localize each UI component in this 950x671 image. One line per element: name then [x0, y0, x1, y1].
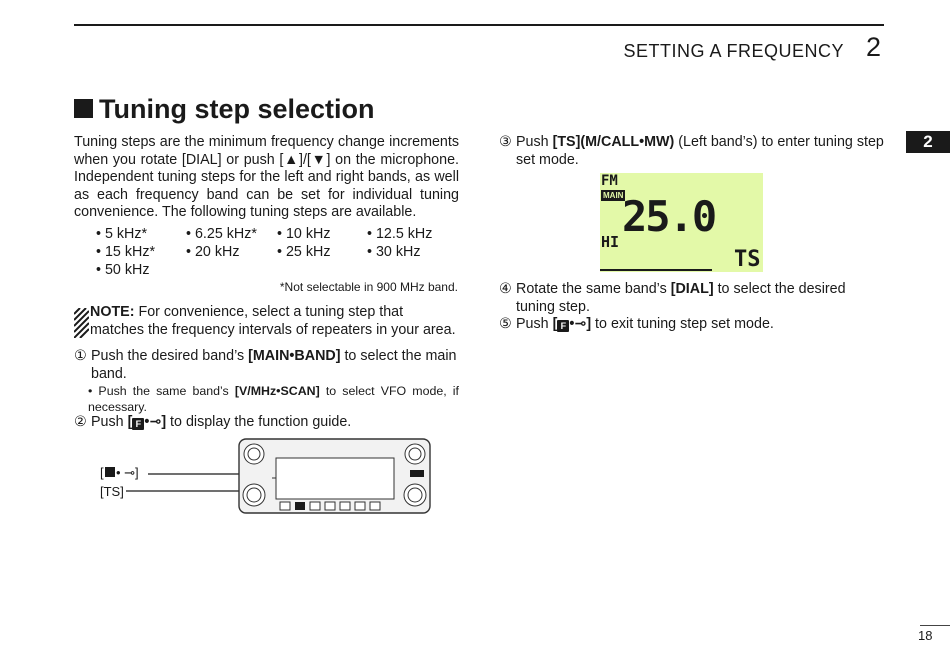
- list-item: • 10 kHz: [277, 226, 331, 242]
- f-key-icon: F: [557, 320, 569, 332]
- step-text: Push: [516, 134, 553, 150]
- step-number: ③: [499, 134, 512, 150]
- step-text: Push: [516, 316, 553, 332]
- step-number: ⑤: [499, 316, 512, 332]
- list-item: • 5 kHz*: [96, 226, 148, 242]
- right-dial-inner: [408, 488, 422, 502]
- step-1: [74, 348, 459, 383]
- step-text: to select VFO mode, if necessary.: [88, 384, 459, 414]
- note-label: NOTE:: [90, 304, 135, 320]
- list-item: • 30 kHz: [367, 244, 421, 260]
- step-number: ②: [74, 414, 87, 430]
- right-knob-inner: [409, 448, 421, 460]
- step-text: (Left band’s) to enter tuning step set mode.: [516, 134, 884, 168]
- lcd-display: [600, 173, 763, 272]
- square-bullet-icon: [74, 99, 93, 118]
- key-lock-text: •⊸]: [569, 316, 592, 332]
- note-text: [90, 304, 459, 339]
- chapter-tab: 2: [906, 131, 950, 153]
- section-title: [74, 94, 375, 125]
- list-item: • 25 kHz: [277, 244, 331, 260]
- ts-key-button: [295, 502, 305, 510]
- key-bracket: [: [127, 414, 133, 430]
- list-item: • 20 kHz: [186, 244, 240, 260]
- page-number: 18: [918, 628, 933, 643]
- panel-button: [355, 502, 365, 510]
- step-number: ④: [499, 281, 512, 297]
- header-chapter-number: 2: [866, 32, 882, 62]
- panel-button: [325, 502, 335, 510]
- step-1-subnote: [88, 383, 459, 415]
- step-text: • Push the same band’s: [88, 384, 235, 398]
- f-key-callout-icon: [105, 467, 115, 477]
- key-label: [MAIN•BAND]: [248, 348, 341, 364]
- left-knob-inner: [248, 448, 260, 460]
- step-text: to select the desired tuning step.: [516, 281, 846, 315]
- step-4: [499, 281, 884, 316]
- key-lock-text: •⊸]: [144, 414, 167, 430]
- function-key-label: [128, 414, 167, 430]
- f-key-icon: F: [132, 418, 144, 430]
- header-title: SETTING A FREQUENCY: [623, 41, 844, 61]
- step-text: Push: [91, 414, 128, 430]
- panel-button: [340, 502, 350, 510]
- radio-display: [276, 458, 394, 499]
- function-key-label: [553, 316, 592, 332]
- list-item: • 15 kHz*: [96, 244, 156, 260]
- lcd-main-indicator: MAIN: [603, 191, 624, 200]
- ts-key-callout-label: [TS]: [100, 484, 124, 499]
- panel-button: [370, 502, 380, 510]
- step-text: Rotate the same band’s: [516, 281, 671, 297]
- left-dial-inner: [247, 488, 261, 502]
- section-title-text: Tuning step selection: [99, 94, 375, 124]
- list-item: • 50 kHz: [96, 262, 150, 278]
- panel-button: [280, 502, 290, 510]
- step-5: [499, 316, 884, 334]
- step-3: [499, 134, 884, 169]
- header-rule: [74, 24, 884, 26]
- key-label: [V/MHz•SCAN]: [234, 384, 320, 398]
- lcd-power: HI: [601, 233, 620, 251]
- lcd-ts-indicator: TS: [734, 247, 761, 272]
- note-body: For convenience, select a tuning step that matches the frequency intervals of repeaters in your area.: [90, 304, 456, 338]
- lcd-underline: [600, 269, 712, 271]
- step-text: to exit tuning step set mode.: [591, 316, 774, 332]
- step-text: to select the main band.: [91, 348, 457, 382]
- step-text: to display the function guide.: [166, 414, 352, 430]
- f-key-button: [410, 470, 424, 477]
- key-label: [TS](M/CALL•MW): [552, 134, 675, 150]
- list-item: • 6.25 kHz*: [186, 226, 257, 242]
- lcd-mode: FM: [601, 173, 618, 189]
- key-label: [DIAL]: [670, 281, 714, 297]
- radio-front-panel-diagram: [100, 438, 440, 516]
- step-number: ①: [74, 348, 87, 364]
- intro-paragraph: Tuning steps are the minimum frequency change increments when you rotate [DIAL] or push [▲]/[▼] on the microphone. Independent tuning steps for the left and right bands, as well as each frequency band can be set for individual tuning convenience. The following tuning steps are available.: [74, 134, 459, 221]
- footnote: *Not selectable in 900 MHz band.: [279, 280, 458, 294]
- step-text: Push the desired band’s: [91, 348, 249, 364]
- page-number-rule: [920, 625, 950, 626]
- step-2: [74, 414, 459, 432]
- key-bracket: [: [552, 316, 558, 332]
- list-item: • 12.5 kHz: [367, 226, 433, 242]
- f-key-callout-tail: • ⊸]: [116, 465, 139, 480]
- lcd-frequency: 25.0: [622, 192, 716, 241]
- panel-button: [310, 502, 320, 510]
- note-hatch-icon: [74, 308, 89, 338]
- f-key-callout-label: [: [100, 465, 104, 480]
